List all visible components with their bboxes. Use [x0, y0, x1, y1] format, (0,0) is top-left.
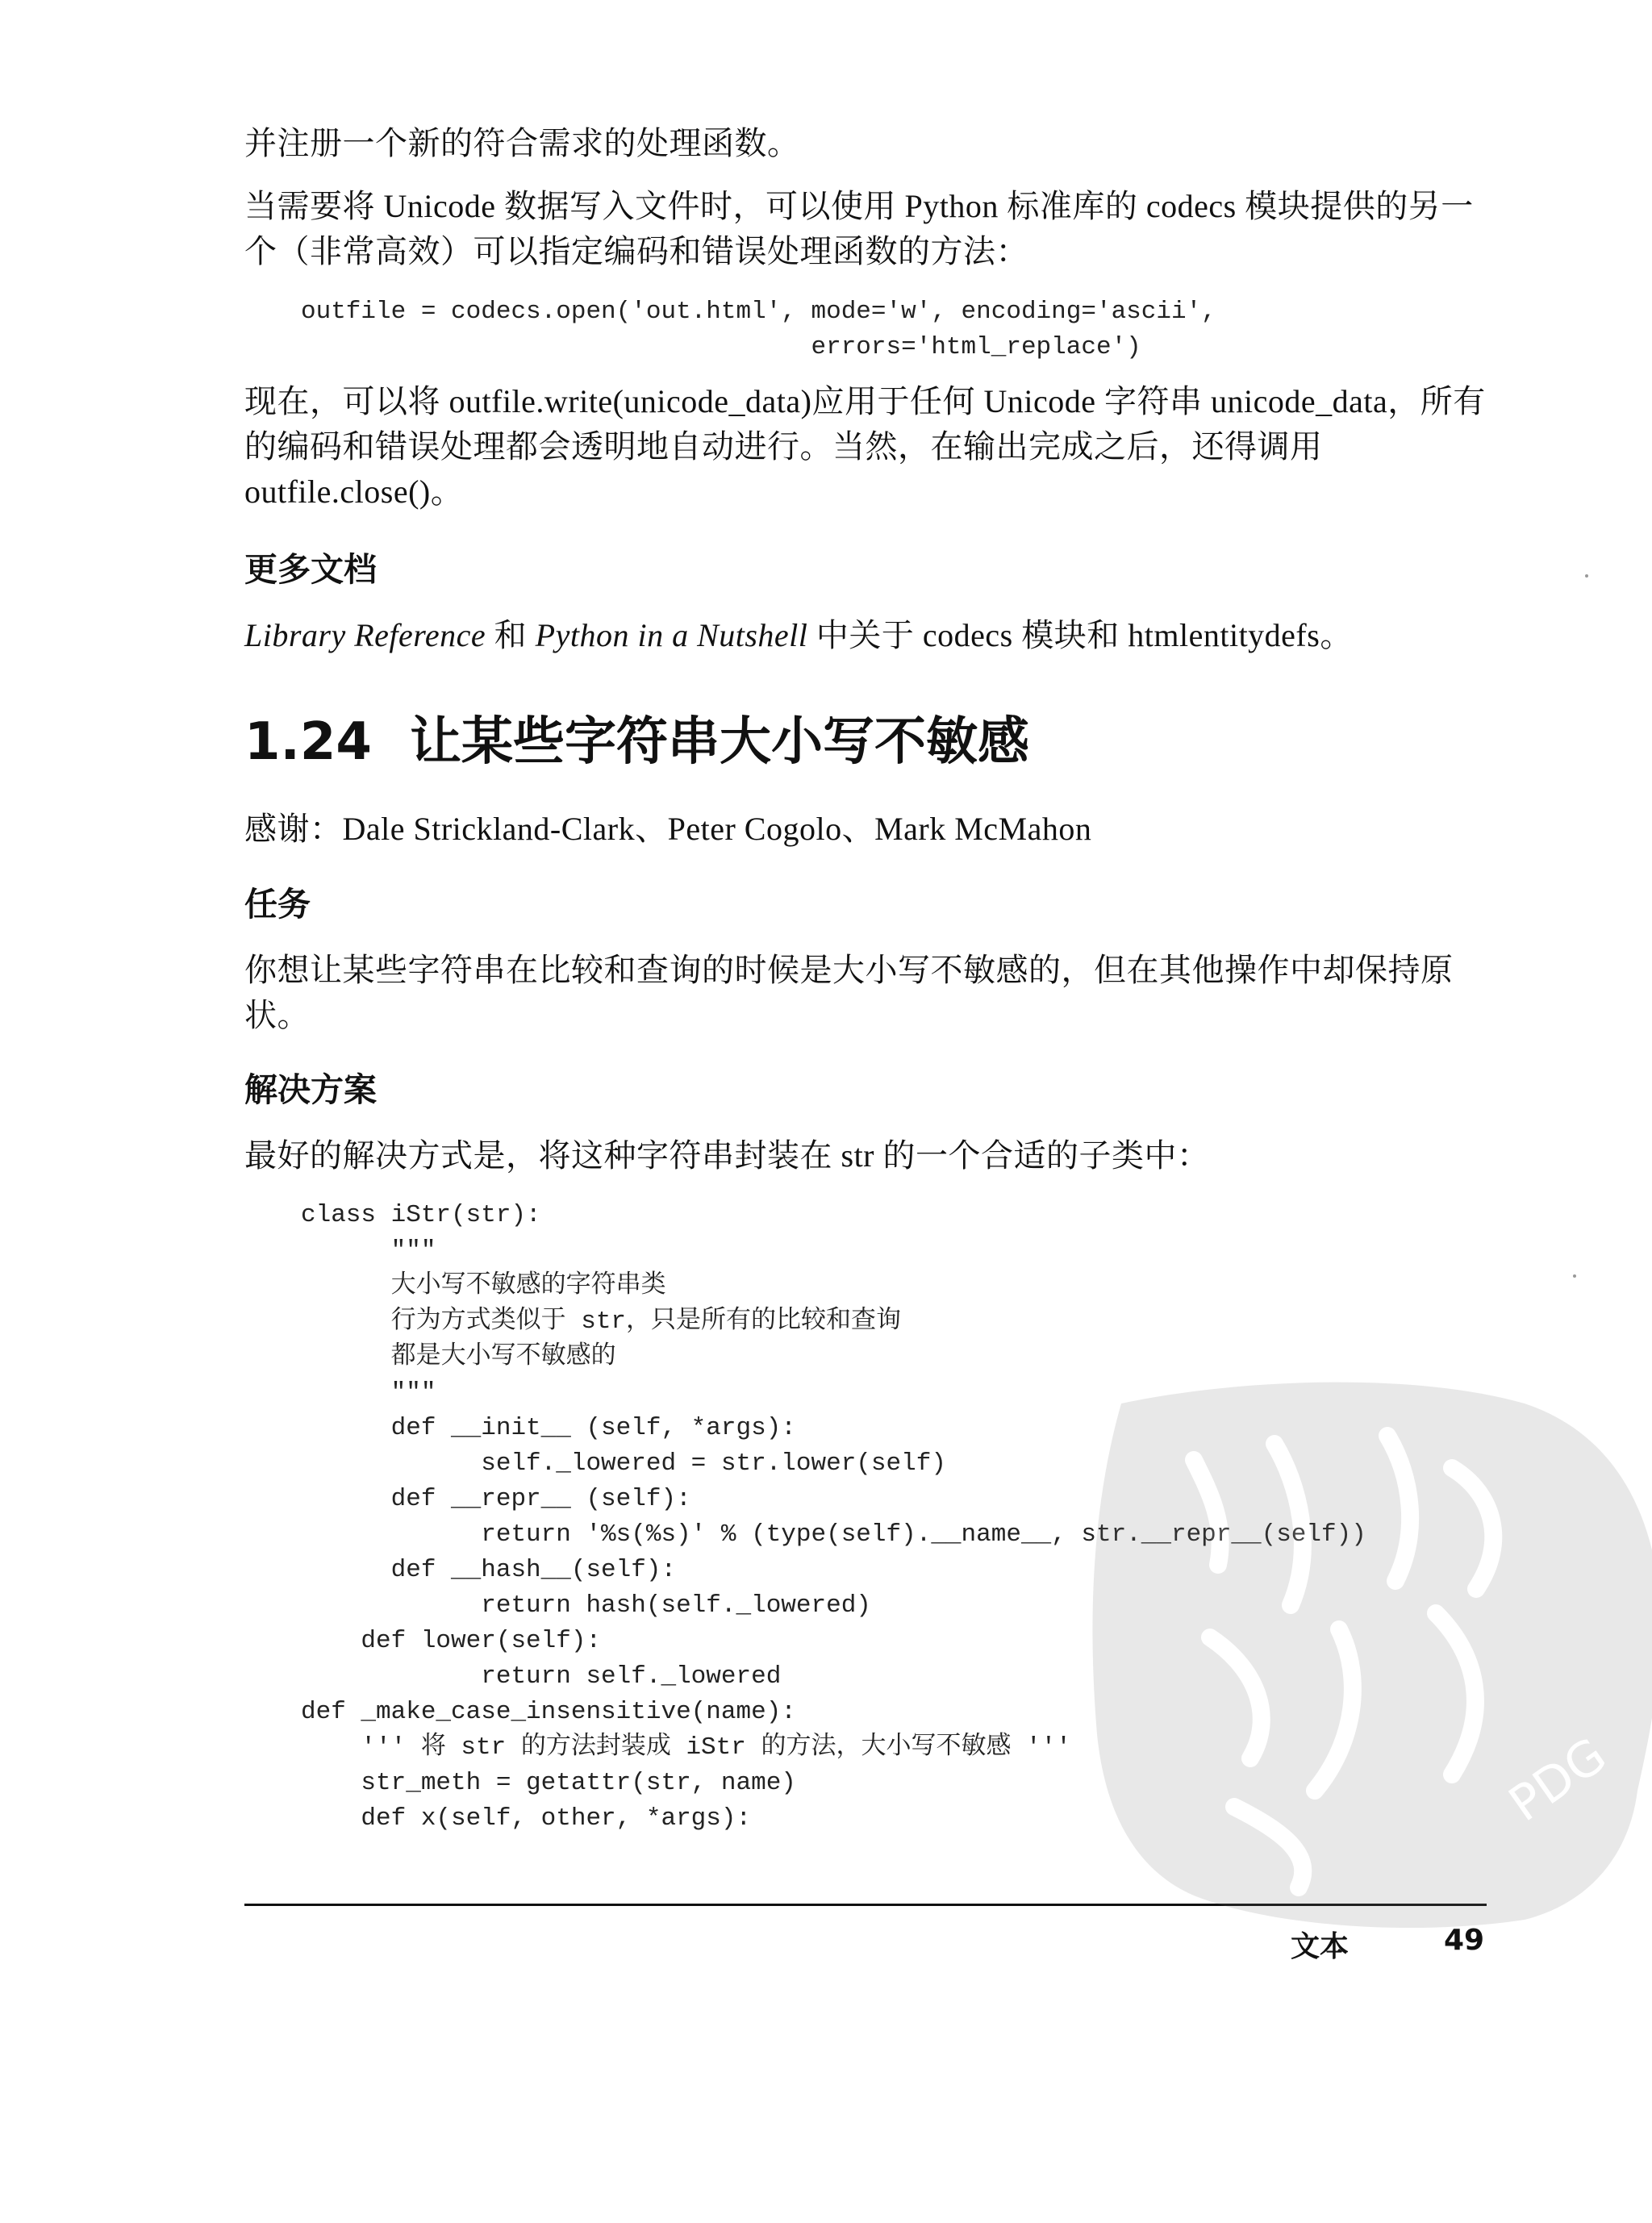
code-codecs-open: outfile = codecs.open('out.html', mode='w', encoding='ascii', errors='html_replace')	[301, 298, 1216, 361]
section-title: 让某些字符串大小写不敏感	[410, 712, 1029, 772]
task-text: 你想让某些字符串在比较和查询的时候是大小写不敏感的，但在其他操作中却保持原状。	[244, 952, 1454, 1033]
footer-section-label: 文本	[1291, 1930, 1350, 1963]
more-docs-text	[244, 613, 1487, 658]
ref-python-nutshell: Python in a Nutshell	[535, 617, 808, 653]
watermark-stamp	[1073, 1371, 1652, 1936]
scan-speck	[1573, 1274, 1576, 1278]
section-credits: 感谢：Dale Strickland-Clark、Peter Cogolo、Mark McMahon	[244, 811, 1092, 847]
watermark-text: PDG	[1499, 1727, 1617, 1833]
more-docs-heading: 更多文档	[244, 550, 377, 589]
scan-speck	[1585, 574, 1588, 578]
page-number: 49	[1444, 1924, 1485, 1957]
section-heading	[244, 710, 1029, 774]
ref-library-reference: Library Reference	[244, 617, 486, 653]
solution-text: 最好的解决方式是，将这种字符串封装在 str 的一个合适的子类中：	[244, 1137, 1210, 1174]
intro-line: 并注册一个新的符合需求的处理函数。	[244, 125, 800, 161]
solution-heading: 解决方案	[244, 1070, 377, 1109]
paragraph-unicode-write: 当需要将 Unicode 数据写入文件时，可以使用 Python 标准库的 codecs 模块提供的另一个（非常高效）可以指定编码和错误处理函数的方法：	[244, 188, 1474, 269]
paragraph-now: 现在，可以将 outfile.write(unicode_data)应用于任何 Unicode 字符串 unicode_data，所有的编码和错误处理都会透明地自动进行。当然，在输出完成之后，还得调用 outfile.close()。	[244, 383, 1486, 510]
section-number: 1.24	[244, 712, 372, 772]
ref-and: 和	[486, 617, 536, 653]
code-istr-class: class iStr(str): """ 大小写不敏感的字符串类 行为方式类似于 str，只是所有的比较和查询 都是大小写不敏感的 """ def __init__ (self, *args): self._lowered = str.lower(self) def __repr__ (self): return '%s(%s)' % (type(self).__name__, def __hash__(self): return hash(self._lowered) def lower(self): return self._lowered def _make_case_insensitive(name): ''' 将 str 的方法封装成 iStr 的方法，大小写不敏感 ''' str_meth = getattr(str, name) def x(self, other, *args):	[301, 1201, 1071, 1833]
task-heading: 任务	[244, 885, 311, 924]
ref-rest: 中关于 codecs 模块和 htmlentitydefs。	[807, 617, 1353, 653]
